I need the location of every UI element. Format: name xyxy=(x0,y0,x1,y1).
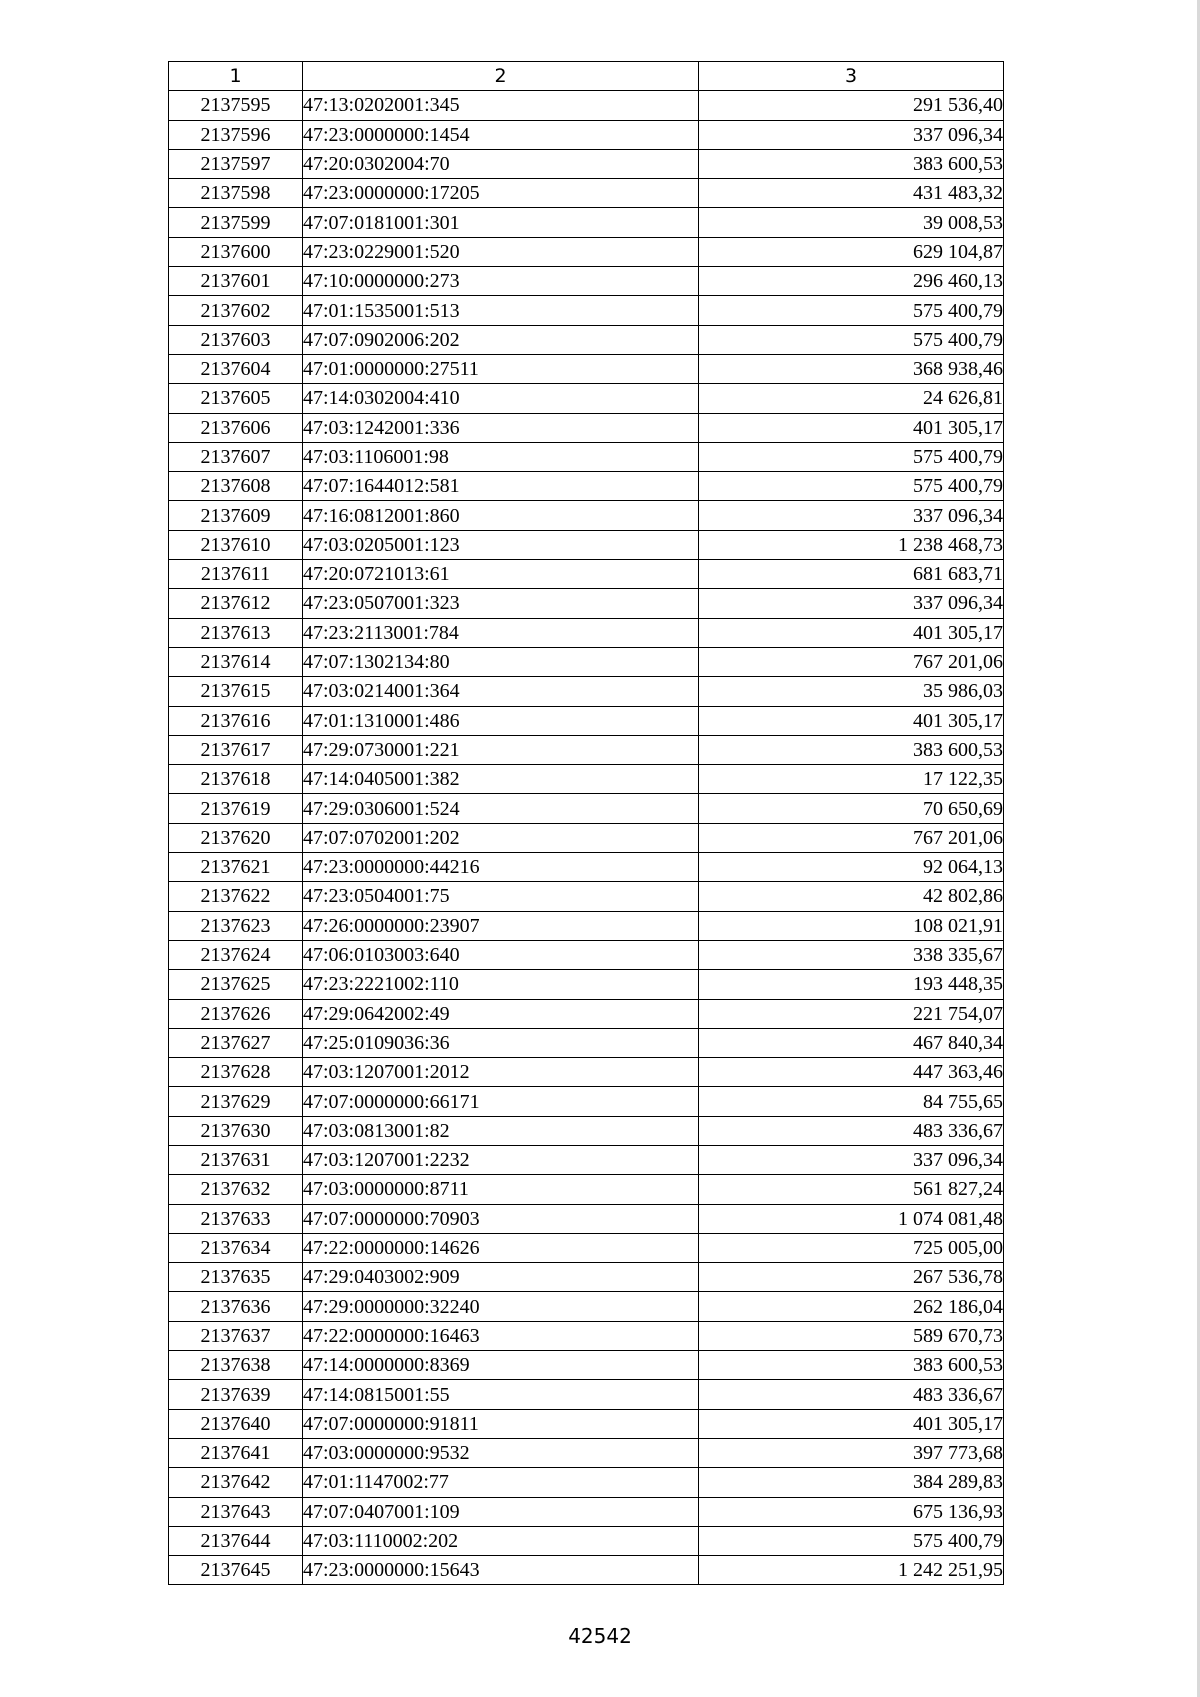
row-id-cell: 2137614 xyxy=(169,647,303,676)
table-body xyxy=(169,91,1004,1585)
cadastral-number-cell: 47:14:0815001:55 xyxy=(303,1380,699,1409)
cadastral-number-cell: 47:16:0812001:860 xyxy=(303,501,699,530)
row-id-cell: 2137640 xyxy=(169,1409,303,1438)
value-cell: 92 064,13 xyxy=(699,853,1004,882)
value-cell: 17 122,35 xyxy=(699,765,1004,794)
table-row xyxy=(169,823,1004,852)
value-cell: 431 483,32 xyxy=(699,179,1004,208)
table-row xyxy=(169,1263,1004,1292)
value-cell: 221 754,07 xyxy=(699,999,1004,1028)
cadastral-number-cell: 47:23:0000000:44216 xyxy=(303,853,699,882)
value-cell: 483 336,67 xyxy=(699,1116,1004,1145)
cadastral-number-cell: 47:29:0642002:49 xyxy=(303,999,699,1028)
table-row xyxy=(169,237,1004,266)
table-row xyxy=(169,1556,1004,1585)
table-row xyxy=(169,1497,1004,1526)
cadastral-number-cell: 47:14:0405001:382 xyxy=(303,765,699,794)
cadastral-number-cell: 47:07:0407001:109 xyxy=(303,1497,699,1526)
value-cell: 24 626,81 xyxy=(699,384,1004,413)
row-id-cell: 2137610 xyxy=(169,530,303,559)
row-id-cell: 2137613 xyxy=(169,618,303,647)
table-header-row xyxy=(169,62,1004,91)
value-cell: 401 305,17 xyxy=(699,706,1004,735)
cadastral-number-cell: 47:03:1242001:336 xyxy=(303,413,699,442)
table-row xyxy=(169,501,1004,530)
table-row xyxy=(169,882,1004,911)
row-id-cell: 2137634 xyxy=(169,1233,303,1262)
cadastral-number-cell: 47:20:0302004:70 xyxy=(303,149,699,178)
row-id-cell: 2137611 xyxy=(169,560,303,589)
value-cell: 767 201,06 xyxy=(699,823,1004,852)
table-row xyxy=(169,1058,1004,1087)
table-row xyxy=(169,1145,1004,1174)
row-id-cell: 2137631 xyxy=(169,1145,303,1174)
table-row xyxy=(169,1438,1004,1467)
value-cell: 291 536,40 xyxy=(699,91,1004,120)
row-id-cell: 2137645 xyxy=(169,1556,303,1585)
value-cell: 467 840,34 xyxy=(699,1028,1004,1057)
value-cell: 725 005,00 xyxy=(699,1233,1004,1262)
row-id-cell: 2137626 xyxy=(169,999,303,1028)
row-id-cell: 2137618 xyxy=(169,765,303,794)
cadastral-number-cell: 47:14:0000000:8369 xyxy=(303,1351,699,1380)
row-id-cell: 2137627 xyxy=(169,1028,303,1057)
value-cell: 401 305,17 xyxy=(699,618,1004,647)
cadastral-number-cell: 47:14:0302004:410 xyxy=(303,384,699,413)
value-cell: 675 136,93 xyxy=(699,1497,1004,1526)
value-cell: 575 400,79 xyxy=(699,325,1004,354)
row-id-cell: 2137598 xyxy=(169,179,303,208)
table-row xyxy=(169,1468,1004,1497)
table-row xyxy=(169,530,1004,559)
table-row xyxy=(169,1087,1004,1116)
row-id-cell: 2137609 xyxy=(169,501,303,530)
row-id-cell: 2137638 xyxy=(169,1351,303,1380)
value-cell: 384 289,83 xyxy=(699,1468,1004,1497)
cadastral-number-cell: 47:03:0000000:8711 xyxy=(303,1175,699,1204)
row-id-cell: 2137644 xyxy=(169,1526,303,1555)
value-cell: 84 755,65 xyxy=(699,1087,1004,1116)
value-cell: 1 238 468,73 xyxy=(699,530,1004,559)
table-row xyxy=(169,442,1004,471)
cadastral-number-cell: 47:01:1310001:486 xyxy=(303,706,699,735)
row-id-cell: 2137604 xyxy=(169,354,303,383)
row-id-cell: 2137636 xyxy=(169,1292,303,1321)
page-number: 42542 xyxy=(568,1624,632,1648)
value-cell: 575 400,79 xyxy=(699,1526,1004,1555)
table-row xyxy=(169,735,1004,764)
table-row xyxy=(169,1409,1004,1438)
cadastral-number-cell: 47:07:0000000:91811 xyxy=(303,1409,699,1438)
cadastral-number-cell: 47:03:0813001:82 xyxy=(303,1116,699,1145)
table-row xyxy=(169,120,1004,149)
value-cell: 262 186,04 xyxy=(699,1292,1004,1321)
row-id-cell: 2137612 xyxy=(169,589,303,618)
table-row xyxy=(169,1380,1004,1409)
cadastral-number-cell: 47:22:0000000:14626 xyxy=(303,1233,699,1262)
value-cell: 401 305,17 xyxy=(699,1409,1004,1438)
table-row xyxy=(169,325,1004,354)
cadastral-number-cell: 47:03:0000000:9532 xyxy=(303,1438,699,1467)
value-cell: 337 096,34 xyxy=(699,120,1004,149)
row-id-cell: 2137641 xyxy=(169,1438,303,1467)
table-row xyxy=(169,1233,1004,1262)
cadastral-number-cell: 47:23:0000000:15643 xyxy=(303,1556,699,1585)
value-cell: 337 096,34 xyxy=(699,1145,1004,1174)
row-id-cell: 2137624 xyxy=(169,940,303,969)
value-cell: 35 986,03 xyxy=(699,677,1004,706)
value-cell: 1 074 081,48 xyxy=(699,1204,1004,1233)
row-id-cell: 2137616 xyxy=(169,706,303,735)
table-row xyxy=(169,354,1004,383)
cadastral-number-cell: 47:07:1644012:581 xyxy=(303,472,699,501)
table-row xyxy=(169,413,1004,442)
table-row xyxy=(169,179,1004,208)
cadastral-number-cell: 47:06:0103003:640 xyxy=(303,940,699,969)
value-cell: 368 938,46 xyxy=(699,354,1004,383)
row-id-cell: 2137615 xyxy=(169,677,303,706)
table-row xyxy=(169,911,1004,940)
value-cell: 70 650,69 xyxy=(699,794,1004,823)
value-cell: 681 683,71 xyxy=(699,560,1004,589)
value-cell: 397 773,68 xyxy=(699,1438,1004,1467)
cadastral-number-cell: 47:07:0000000:66171 xyxy=(303,1087,699,1116)
column-header-1: 1 xyxy=(169,62,303,91)
row-id-cell: 2137625 xyxy=(169,970,303,999)
cadastral-number-cell: 47:26:0000000:23907 xyxy=(303,911,699,940)
table-row xyxy=(169,208,1004,237)
table-row xyxy=(169,472,1004,501)
value-cell: 193 448,35 xyxy=(699,970,1004,999)
row-id-cell: 2137599 xyxy=(169,208,303,237)
table-row xyxy=(169,1321,1004,1350)
cadastral-number-cell: 47:25:0109036:36 xyxy=(303,1028,699,1057)
table-row xyxy=(169,999,1004,1028)
row-id-cell: 2137620 xyxy=(169,823,303,852)
value-cell: 767 201,06 xyxy=(699,647,1004,676)
cadastral-number-cell: 47:22:0000000:16463 xyxy=(303,1321,699,1350)
row-id-cell: 2137621 xyxy=(169,853,303,882)
table-row xyxy=(169,647,1004,676)
row-id-cell: 2137630 xyxy=(169,1116,303,1145)
cadastral-number-cell: 47:29:0000000:32240 xyxy=(303,1292,699,1321)
table-row xyxy=(169,940,1004,969)
value-cell: 629 104,87 xyxy=(699,237,1004,266)
table-row xyxy=(169,794,1004,823)
cadastral-number-cell: 47:07:0902006:202 xyxy=(303,325,699,354)
row-id-cell: 2137603 xyxy=(169,325,303,354)
table-row xyxy=(169,765,1004,794)
table-row xyxy=(169,677,1004,706)
value-cell: 337 096,34 xyxy=(699,501,1004,530)
cadastral-number-cell: 47:07:0181001:301 xyxy=(303,208,699,237)
value-cell: 39 008,53 xyxy=(699,208,1004,237)
row-id-cell: 2137605 xyxy=(169,384,303,413)
value-cell: 383 600,53 xyxy=(699,1351,1004,1380)
row-id-cell: 2137635 xyxy=(169,1263,303,1292)
row-id-cell: 2137629 xyxy=(169,1087,303,1116)
row-id-cell: 2137637 xyxy=(169,1321,303,1350)
row-id-cell: 2137600 xyxy=(169,237,303,266)
table-row xyxy=(169,267,1004,296)
cadastral-number-cell: 47:03:0205001:123 xyxy=(303,530,699,559)
data-table xyxy=(168,61,1004,1585)
cadastral-number-cell: 47:23:2221002:110 xyxy=(303,970,699,999)
cadastral-number-cell: 47:29:0730001:221 xyxy=(303,735,699,764)
value-cell: 383 600,53 xyxy=(699,149,1004,178)
cadastral-number-cell: 47:23:0000000:17205 xyxy=(303,179,699,208)
column-header-3: 3 xyxy=(699,62,1004,91)
value-cell: 575 400,79 xyxy=(699,296,1004,325)
row-id-cell: 2137633 xyxy=(169,1204,303,1233)
cadastral-number-cell: 47:13:0202001:345 xyxy=(303,91,699,120)
value-cell: 575 400,79 xyxy=(699,442,1004,471)
row-id-cell: 2137602 xyxy=(169,296,303,325)
table-row xyxy=(169,618,1004,647)
cadastral-number-cell: 47:03:1207001:2232 xyxy=(303,1145,699,1174)
table-row xyxy=(169,853,1004,882)
cadastral-number-cell: 47:03:1207001:2012 xyxy=(303,1058,699,1087)
value-cell: 589 670,73 xyxy=(699,1321,1004,1350)
cadastral-number-cell: 47:07:0702001:202 xyxy=(303,823,699,852)
row-id-cell: 2137608 xyxy=(169,472,303,501)
value-cell: 561 827,24 xyxy=(699,1175,1004,1204)
cadastral-number-cell: 47:29:0403002:909 xyxy=(303,1263,699,1292)
cadastral-number-cell: 47:01:1535001:513 xyxy=(303,296,699,325)
cadastral-number-cell: 47:01:1147002:77 xyxy=(303,1468,699,1497)
row-id-cell: 2137622 xyxy=(169,882,303,911)
row-id-cell: 2137607 xyxy=(169,442,303,471)
table-row xyxy=(169,970,1004,999)
row-id-cell: 2137595 xyxy=(169,91,303,120)
table-row xyxy=(169,1175,1004,1204)
value-cell: 383 600,53 xyxy=(699,735,1004,764)
row-id-cell: 2137596 xyxy=(169,120,303,149)
table-row xyxy=(169,1116,1004,1145)
cadastral-number-cell: 47:10:0000000:273 xyxy=(303,267,699,296)
table-row xyxy=(169,706,1004,735)
row-id-cell: 2137632 xyxy=(169,1175,303,1204)
value-cell: 447 363,46 xyxy=(699,1058,1004,1087)
row-id-cell: 2137606 xyxy=(169,413,303,442)
value-cell: 1 242 251,95 xyxy=(699,1556,1004,1585)
cadastral-number-cell: 47:03:1110002:202 xyxy=(303,1526,699,1555)
row-id-cell: 2137617 xyxy=(169,735,303,764)
table-row xyxy=(169,384,1004,413)
value-cell: 401 305,17 xyxy=(699,413,1004,442)
row-id-cell: 2137628 xyxy=(169,1058,303,1087)
cadastral-number-cell: 47:29:0306001:524 xyxy=(303,794,699,823)
column-header-2: 2 xyxy=(303,62,699,91)
cadastral-number-cell: 47:20:0721013:61 xyxy=(303,560,699,589)
row-id-cell: 2137623 xyxy=(169,911,303,940)
value-cell: 108 021,91 xyxy=(699,911,1004,940)
value-cell: 42 802,86 xyxy=(699,882,1004,911)
cadastral-number-cell: 47:03:1106001:98 xyxy=(303,442,699,471)
value-cell: 483 336,67 xyxy=(699,1380,1004,1409)
value-cell: 296 460,13 xyxy=(699,267,1004,296)
table-row xyxy=(169,1526,1004,1555)
table-row xyxy=(169,589,1004,618)
table-row xyxy=(169,296,1004,325)
table-row xyxy=(169,91,1004,120)
value-cell: 338 335,67 xyxy=(699,940,1004,969)
row-id-cell: 2137601 xyxy=(169,267,303,296)
cadastral-number-cell: 47:01:0000000:27511 xyxy=(303,354,699,383)
cadastral-number-cell: 47:23:0504001:75 xyxy=(303,882,699,911)
cadastral-number-cell: 47:07:1302134:80 xyxy=(303,647,699,676)
cadastral-number-cell: 47:23:2113001:784 xyxy=(303,618,699,647)
table-row xyxy=(169,1028,1004,1057)
cadastral-number-cell: 47:23:0000000:1454 xyxy=(303,120,699,149)
cadastral-number-cell: 47:23:0507001:323 xyxy=(303,589,699,618)
table-row xyxy=(169,560,1004,589)
value-cell: 575 400,79 xyxy=(699,472,1004,501)
value-cell: 337 096,34 xyxy=(699,589,1004,618)
row-id-cell: 2137639 xyxy=(169,1380,303,1409)
row-id-cell: 2137597 xyxy=(169,149,303,178)
table-row xyxy=(169,1351,1004,1380)
cadastral-number-cell: 47:03:0214001:364 xyxy=(303,677,699,706)
row-id-cell: 2137642 xyxy=(169,1468,303,1497)
cadastral-number-cell: 47:23:0229001:520 xyxy=(303,237,699,266)
table-row xyxy=(169,1292,1004,1321)
row-id-cell: 2137619 xyxy=(169,794,303,823)
cadastral-number-cell: 47:07:0000000:70903 xyxy=(303,1204,699,1233)
table-row xyxy=(169,149,1004,178)
value-cell: 267 536,78 xyxy=(699,1263,1004,1292)
row-id-cell: 2137643 xyxy=(169,1497,303,1526)
table-row xyxy=(169,1204,1004,1233)
